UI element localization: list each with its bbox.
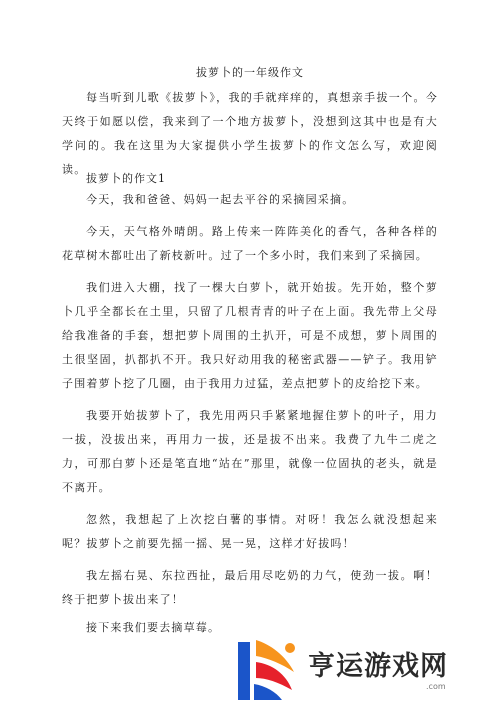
paragraph-5: 忽然，我想起了上次挖白薯的事情。对呀！我怎么就没想起来呢？拔萝卜之前要先摇一摇、晃一晃，这样才好拔吗！	[62, 513, 438, 550]
brand-name: 亨运游戏网	[308, 651, 448, 682]
brand-domain: .com	[426, 682, 446, 691]
paragraph-3: 我们进入大棚，找了一棵大白萝卜，就开始拔。先开始，整个萝卜几乎全都长在土里，只留了几根青青的叶子在上面。我先带上父母给我准备的手套，想把萝卜周围的土扒开，可是不成想，萝卜周围的土很坚固，扒都扒不开。我只好动用我的秘密武器——铲子。我用铲子围着萝卜挖了几圈，由于我用力过猛，差点把萝卜的皮给挖下来。	[62, 281, 438, 390]
paragraph-6: 我左摇右晃、东拉西扯，最后用尽吃奶的力气，使劲一拔。啊！终于把萝卜拔出来了！	[62, 569, 438, 606]
page-title: 拔萝卜的一年级作文	[196, 66, 304, 79]
intro-paragraph: 每当听到儿歌《拔萝卜》，我的手就痒痒的，真想亲手拔一个。今天终于如愿以偿，我来到了一个地方拔萝卜，没想到这其中也是有大学问的。我在这里为大家提供小学生拔萝卜的作文怎么写，欢迎阅读。	[62, 91, 438, 176]
site-watermark	[226, 630, 500, 707]
paragraph-1: 今天，我和爸爸、妈妈一起去平谷的采摘园采摘。	[86, 193, 355, 206]
paragraph-2: 今天，天气格外晴朗。路上传来一阵阵美化的香气，各种各样的花草树木都吐出了新枝新叶。过了一个多小时，我们来到了采摘园。	[62, 225, 438, 262]
paragraph-7: 接下来我们要去摘草莓。	[86, 621, 221, 634]
brand-logo-icon	[230, 634, 302, 704]
paragraph-4: 我要开始拔萝卜了，我先用两只手紧紧地握住萝卜的叶子，用力一拔，没拔出来，再用力一拔，还是拔不出来。我费了九牛二虎之力，可那白萝卜还是笔直地“站在”那里，就像一位固执的老头，就是不离开。	[62, 409, 438, 494]
essay-heading: 拔萝卜的作文1	[86, 172, 166, 185]
